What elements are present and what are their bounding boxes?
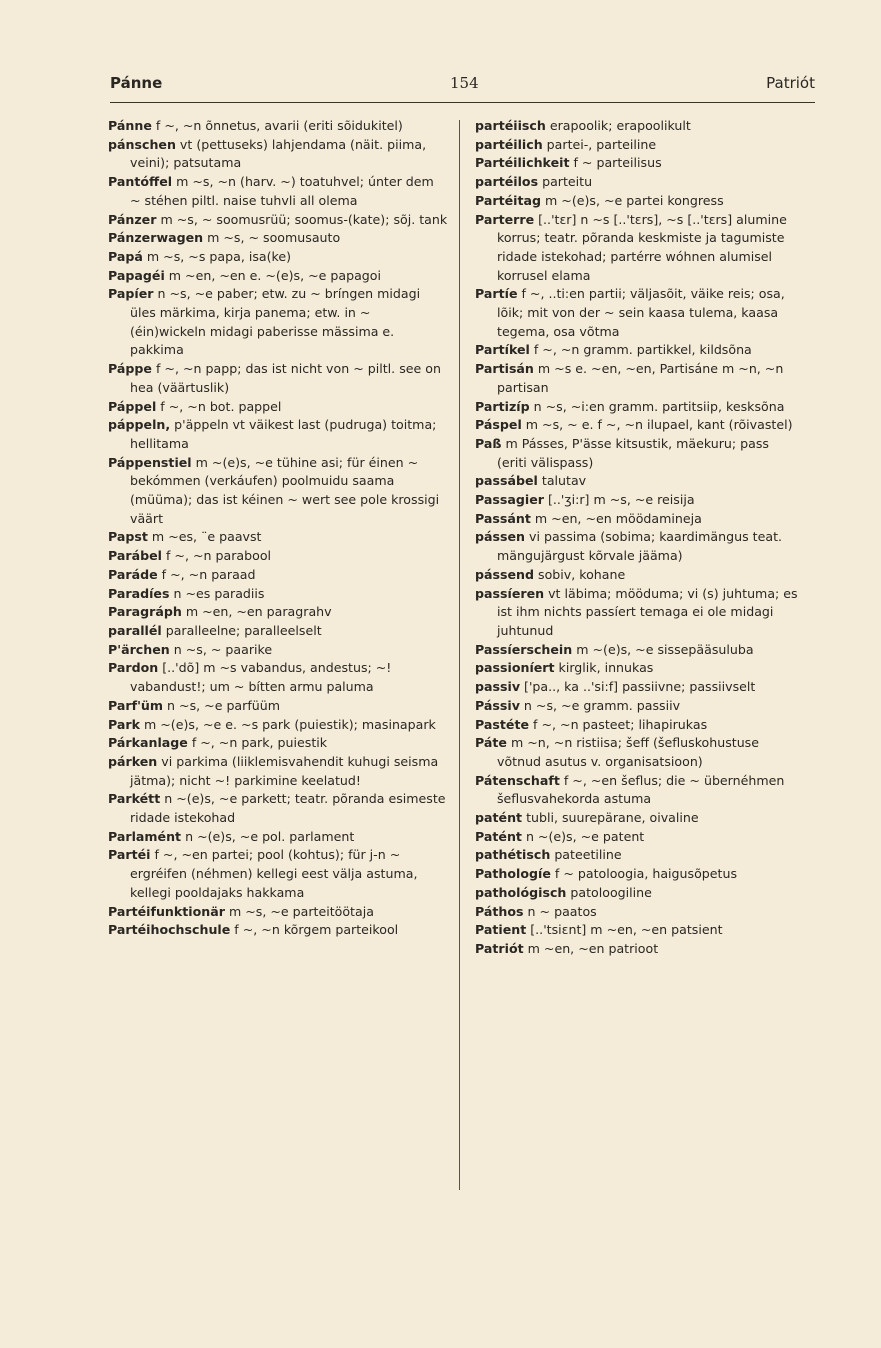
dictionary-entry xyxy=(475,940,799,959)
dictionary-entry xyxy=(108,211,448,230)
definition: m ~s, ~ soomusauto xyxy=(203,230,341,246)
dictionary-entry xyxy=(108,846,448,902)
headword: Pássiv xyxy=(475,697,520,713)
headword: Passagier xyxy=(475,492,544,508)
definition: m ~s, ~s papa, isa(ke) xyxy=(142,248,292,264)
definition: f ~, ~n gramm. partikkel, kildsõna xyxy=(529,342,752,358)
headword: Pastéte xyxy=(475,716,530,732)
dictionary-entry xyxy=(108,566,448,585)
definition: vt (pettuseks) lahjendama (näit. piima, veini); patsutama xyxy=(130,136,427,171)
dictionary-entry xyxy=(108,267,448,286)
definition: m ~es, ¨e paavst xyxy=(147,529,262,545)
headword: passíeren xyxy=(475,585,545,601)
dictionary-entry xyxy=(475,903,799,922)
headword: Pánzerwagen xyxy=(108,230,204,246)
headword: pathológisch xyxy=(475,884,567,900)
definition: n ~(e)s, ~e pol. parlament xyxy=(181,828,355,844)
dictionary-entry xyxy=(475,435,799,472)
headword: Patient xyxy=(475,922,527,938)
headword: Páppe xyxy=(108,361,152,377)
dictionary-entry xyxy=(475,566,799,585)
definition: f ~, ~n parabool xyxy=(161,548,272,564)
definition: f ~, ~n pasteet; lihapirukas xyxy=(529,716,708,732)
headword: pássend xyxy=(475,566,535,582)
headword: Pantóffel xyxy=(108,174,173,190)
headword: Parf'üm xyxy=(108,697,164,713)
definition: n ~s, ~e gramm. passiiv xyxy=(519,697,681,713)
definition: [..'tɛr] n ~s [..'tɛrs], ~s [..'tɛrs] alumine korrus; teatr. põranda keskmiste ja tagumiste ridade istekohad; partérre wóhnen alumisel korrusel elama xyxy=(497,211,787,283)
definition: paralleelne; paralleelselt xyxy=(161,622,322,638)
headword: Parlamént xyxy=(108,828,182,844)
definition: f ~ patoloogia, haigusõpetus xyxy=(550,866,738,882)
dictionary-entry xyxy=(108,547,448,566)
definition: sobiv, kohane xyxy=(534,566,626,582)
dictionary-entry xyxy=(475,921,799,940)
definition: f ~, ~n kõrgem parteikool xyxy=(230,922,399,938)
headword: Paradíes xyxy=(108,585,170,601)
headword: Pánzer xyxy=(108,211,157,227)
headword: Partéi xyxy=(108,847,151,863)
headword: Paráde xyxy=(108,566,158,582)
dictionary-entry xyxy=(108,229,448,248)
dictionary-entry xyxy=(475,491,799,510)
headword: Partizíp xyxy=(475,398,530,414)
headword: Papíer xyxy=(108,286,154,302)
header-first-entry: Pánne xyxy=(110,74,163,92)
dictionary-entry xyxy=(475,510,799,529)
headword: Partéilichkeit xyxy=(475,155,570,171)
dictionary-entry xyxy=(475,846,799,865)
dictionary-entry xyxy=(475,659,799,678)
headword: pathétisch xyxy=(475,847,551,863)
dictionary-entry xyxy=(475,716,799,735)
headword: páppeln, xyxy=(108,417,171,433)
headword: Pardon xyxy=(108,660,159,676)
headword: Patént xyxy=(475,828,522,844)
dictionary-entry xyxy=(108,790,448,827)
column-divider xyxy=(459,120,460,1190)
dictionary-entry xyxy=(108,903,448,922)
headword: Páte xyxy=(475,735,507,751)
dictionary-entry xyxy=(108,117,448,136)
headword: Parterre xyxy=(475,211,535,227)
headword: Párkanlage xyxy=(108,735,188,751)
dictionary-entry xyxy=(108,585,448,604)
definition: m ~s e. ~en, ~en, Partisáne m ~n, ~n partisan xyxy=(497,361,784,395)
dictionary-entry xyxy=(475,884,799,903)
definition: f ~, ~n park, puiestik xyxy=(187,735,328,751)
right-column xyxy=(475,117,799,959)
definition: m ~s, ~ soomusrüü; soomus-(kate); sõj. tank xyxy=(156,211,448,227)
definition: patoloogiline xyxy=(566,884,652,900)
headword: Parkétt xyxy=(108,791,161,807)
dictionary-entry xyxy=(108,734,448,753)
headword: Pánne xyxy=(108,118,152,133)
header-last-entry: Patriót xyxy=(766,74,815,92)
definition: [..'dõ] m ~s vabandus, andestus; ~! vabandust!; um ~ bítten armu paluma xyxy=(130,660,392,695)
dictionary-entry xyxy=(475,772,799,809)
headword: Páthos xyxy=(475,903,524,919)
definition: m Pásses, P'ässe kitsustik, mäekuru; pass (eriti välispass) xyxy=(497,435,769,470)
definition: m ~(e)s, ~e partei kongress xyxy=(541,192,724,208)
definition: m ~(e)s, ~e e. ~s park (puiestik); masinapark xyxy=(139,716,436,732)
dictionary-entry xyxy=(108,641,448,660)
definition: n ~(e)s, ~e parkett; teatr. põranda esimeste ridade istekohad xyxy=(130,791,446,826)
headword: pánschen xyxy=(108,136,176,152)
headword: Partéifunktionär xyxy=(108,903,225,919)
dictionary-entry xyxy=(475,285,799,341)
headword: Pátenschaft xyxy=(475,772,560,788)
dictionary-entry xyxy=(108,697,448,716)
definition: m ~en, ~en e. ~(e)s, ~e papagoi xyxy=(164,267,382,283)
headword: Papá xyxy=(108,248,143,264)
definition: m ~s, ~ e. f ~, ~n ilupael, kant (rõivastel) xyxy=(521,417,793,433)
dictionary-entry xyxy=(475,734,799,771)
definition: f ~, ..ti:en partii; väljasõit, väike reis; osa, lõik; mit von der ~ sein kaasa tulema, kaasa tegema, osa võtma xyxy=(497,286,785,339)
definition: f ~, ~en šeflus; die ~ übernéhmen šeflusvahekorda astuma xyxy=(497,772,785,807)
definition: ['pa.., ka ..'si:f] passiivne; passiivselt xyxy=(520,679,756,695)
definition: m ~s, ~n (harv. ~) toatuhvel; únter dem ~ stéhen piltl. naise tuhvli all olema xyxy=(130,174,434,208)
dictionary-entry xyxy=(108,622,448,641)
dictionary-entry xyxy=(108,828,448,847)
dictionary-entry xyxy=(108,360,448,397)
dictionary-entry xyxy=(475,117,799,136)
headword: Páppenstiel xyxy=(108,454,192,470)
headword: passioníert xyxy=(475,660,555,676)
headword: pássen xyxy=(475,529,526,545)
definition: parteitu xyxy=(538,174,593,190)
definition: tubli, suurepärane, oivaline xyxy=(522,810,699,826)
definition: m ~n, ~n ristiisa; šeff (šefluskohustuse võtnud asutus v. organisatsioon) xyxy=(497,735,759,769)
dictionary-entry xyxy=(475,398,799,417)
definition: f ~ parteilisus xyxy=(569,155,662,171)
definition: vt läbima; mööduma; vi (s) juhtuma; es ist ihm nichts passíert temaga ei ole midagi juhtunud xyxy=(497,585,798,638)
headword: Patriót xyxy=(475,940,524,956)
dictionary-entry xyxy=(108,248,448,267)
definition: n ~s, ~e paber; etw. zu ~ bríngen midagi üles märkima, kirja panema; etw. in ~ (éin)wickeln midagi paberisse mässima e. pakkima xyxy=(130,286,421,358)
definition: m ~en, ~en patrioot xyxy=(523,940,659,956)
dictionary-entry xyxy=(108,173,448,210)
dictionary-entry xyxy=(475,211,799,286)
definition: f ~, ~n papp; das ist nicht von ~ piltl. see on hea (väärtuslik) xyxy=(130,361,441,395)
definition: erapoolik; erapoolikult xyxy=(545,118,691,133)
headword: Partisán xyxy=(475,361,534,377)
dictionary-entry xyxy=(108,716,448,735)
headword: partéiisch xyxy=(475,118,546,133)
definition: m ~(e)s, ~e sissepääsuluba xyxy=(572,641,754,657)
definition: f ~, ~n õnnetus, avarii (eriti sõidukitel) xyxy=(151,118,403,133)
dictionary-entry xyxy=(475,865,799,884)
definition: n ~ paatos xyxy=(523,903,597,919)
dictionary-entry xyxy=(108,528,448,547)
dictionary-entry xyxy=(475,192,799,211)
dictionary-entry xyxy=(475,416,799,435)
headword: Passánt xyxy=(475,510,531,526)
definition: p'äppeln vt väikest last (pudruga) toitma; hellitama xyxy=(130,417,437,451)
definition: m ~s, ~e parteitöötaja xyxy=(224,903,374,919)
page-number: 154 xyxy=(450,74,479,92)
dictionary-entry xyxy=(108,603,448,622)
headword: Páspel xyxy=(475,417,522,433)
dictionary-entry xyxy=(475,360,799,397)
dictionary-entry xyxy=(108,416,448,453)
headword: passiv xyxy=(475,679,521,695)
headword: P'ärchen xyxy=(108,641,170,657)
dictionary-entry xyxy=(108,285,448,360)
definition: kirglik, innukas xyxy=(554,660,654,676)
definition: [..'tsiɛnt] m ~en, ~en patsient xyxy=(526,922,723,938)
definition: f ~, ~en partei; pool (kohtus); für j-n ~ ergréifen (néhmen) kellegi eest välja astuma, kellegi pooldajaks hakkama xyxy=(130,847,418,900)
headword: Paß xyxy=(475,435,502,451)
headword: patént xyxy=(475,810,523,826)
dictionary-entry xyxy=(475,828,799,847)
definition: f ~, ~n bot. pappel xyxy=(156,398,282,414)
definition: partei-, parteiline xyxy=(542,136,657,152)
dictionary-entry xyxy=(475,697,799,716)
definition: f ~, ~n paraad xyxy=(157,566,256,582)
headword: parallél xyxy=(108,622,162,638)
dictionary-entry xyxy=(475,154,799,173)
definition: m ~en, ~en möödamineja xyxy=(530,510,702,526)
dictionary-entry xyxy=(108,398,448,417)
dictionary-entry xyxy=(475,173,799,192)
headword: Papagéi xyxy=(108,267,165,283)
headword: Partéihochschule xyxy=(108,922,231,938)
headword: Partíkel xyxy=(475,342,530,358)
dictionary-entry xyxy=(108,921,448,940)
headword: partéilos xyxy=(475,174,539,190)
definition: vi parkima (liiklemisvahendit kuhugi seisma jätma); nicht ~! parkimine keelatud! xyxy=(130,753,439,788)
dictionary-entry xyxy=(108,753,448,790)
headword: Partíe xyxy=(475,286,518,302)
dictionary-entry xyxy=(475,585,799,641)
definition: pateetiline xyxy=(550,847,622,863)
headword: Parábel xyxy=(108,548,162,564)
definition: talutav xyxy=(537,473,587,489)
headword: Passíerschein xyxy=(475,641,573,657)
definition: vi passima (sobima; kaardimängus teat. mängujärgust kõrvale jääma) xyxy=(497,529,783,564)
headword: Páppel xyxy=(108,398,157,414)
definition: n ~(e)s, ~e patent xyxy=(521,828,645,844)
headword: Paragráph xyxy=(108,604,182,620)
dictionary-entry xyxy=(475,472,799,491)
headword: Park xyxy=(108,716,140,732)
dictionary-entry xyxy=(475,341,799,360)
dictionary-entry xyxy=(475,678,799,697)
running-head xyxy=(110,74,815,100)
headword: párken xyxy=(108,753,158,769)
definition: n ~s, ~e parfüüm xyxy=(163,697,280,713)
definition: m ~(e)s, ~e tühine asi; für éinen ~ bekómmen (verkáufen) poolmuidu saama (müüma); das ist kéinen ~ wert see pole krossigi väärt xyxy=(130,454,440,526)
headword: passábel xyxy=(475,473,538,489)
dictionary-entry xyxy=(108,454,448,529)
dictionary-entry xyxy=(108,659,448,696)
header-rule xyxy=(110,102,815,103)
headword: partéilich xyxy=(475,136,543,152)
left-column xyxy=(108,117,448,940)
definition: n ~s, ~i:en gramm. partitsiip, kesksõna xyxy=(529,398,785,414)
headword: Partéitag xyxy=(475,192,542,208)
definition: n ~es paradiis xyxy=(169,585,265,601)
dictionary-entry xyxy=(108,136,448,173)
headword: Pathologíe xyxy=(475,866,551,882)
dictionary-entry xyxy=(475,641,799,660)
dictionary-entry xyxy=(475,136,799,155)
headword: Papst xyxy=(108,529,148,545)
definition: m ~en, ~en paragrahv xyxy=(181,604,332,620)
dictionary-entry xyxy=(475,528,799,565)
definition: [..'ʒi:r] m ~s, ~e reisija xyxy=(543,492,695,508)
dictionary-entry xyxy=(475,809,799,828)
definition: n ~s, ~ paarike xyxy=(169,641,273,657)
